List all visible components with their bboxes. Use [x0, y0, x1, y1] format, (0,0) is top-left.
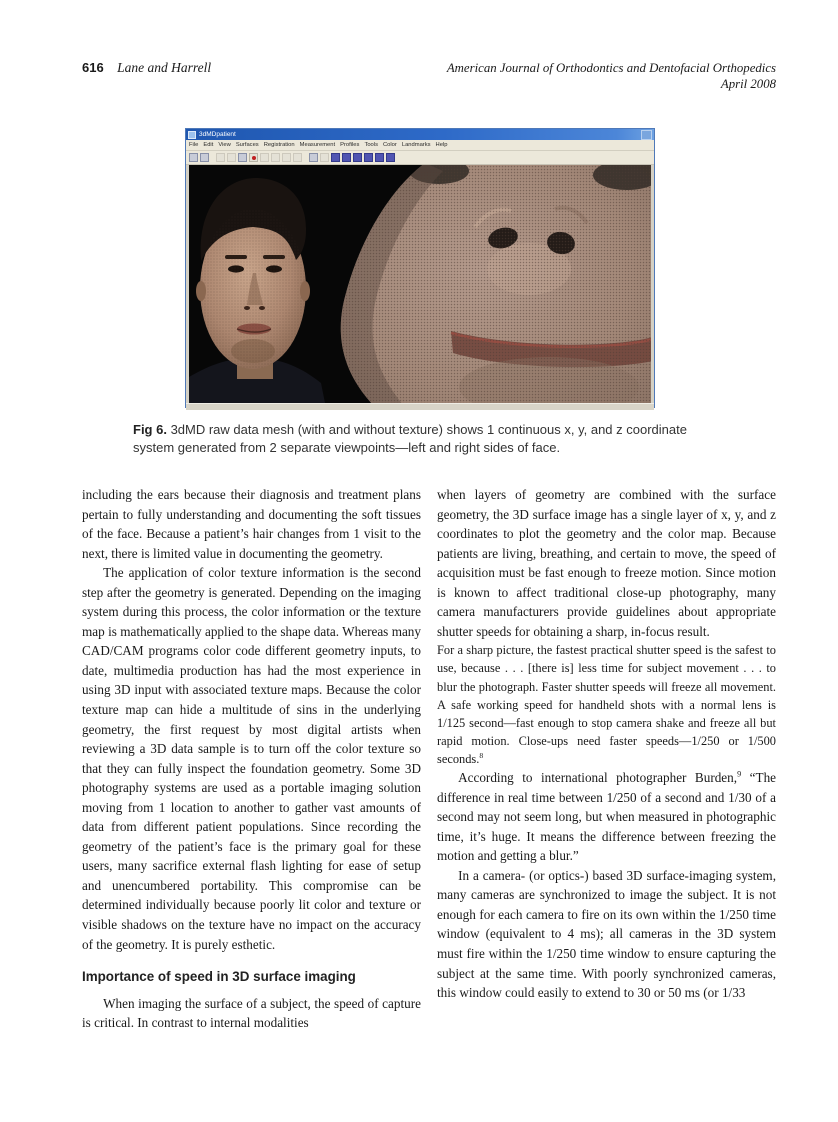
figure-screenshot-window	[185, 128, 655, 408]
view-left-icon	[342, 153, 351, 162]
hand-icon	[238, 153, 247, 162]
reference-superscript: 9	[737, 769, 742, 779]
3d-viewport	[186, 165, 654, 403]
view-top-icon	[364, 153, 373, 162]
quote-text: For a sharp picture, the fastest practical shutter speed is the safest to use, because . . . [there is] less time for subject movement . . . to blur the photograph. Faster shutter speeds will freeze all movement. A safe working speed for handheld shots with a normal lens is 1/125 second—fast enough to stop camera shake and freeze all but rapid motion. Close-ups need faster speeds—1/250 or 1/500 seconds.	[437, 643, 776, 766]
page-number: 616	[82, 60, 104, 75]
section-heading: Importance of speed in 3D surface imaging	[82, 969, 356, 985]
paragraph: including the ears because their diagnosis and treatment plans pertain to fully understanding and documenting the soft tissues of the face. Because a patient’s hair changes from 1 visit to the next, there is limited value in documenting the geometry.	[82, 487, 421, 561]
paragraph: The application of color texture information is the second step after the geometry is generated. Depending on the imaging system during this process, the color information or the texture map is mathematically applied to the shape data. Whereas many CAD/CAM programs color code different geometry inputs, to date, multimedia production has had the most experience in using 3D input with associated texture maps. Because the color texture map can hide a multitude of sins in the underlying geometry, the first request by most digital artists when reviewing a 3D data sample is to turn off the color texture so that they can fully inspect the foundation geometry. Some 3D photography systems are used as a portable imaging solution moving from 1 location to another to gather vast amounts of data from different patient populations. Since recording the geometry of the patient’s face is the primary goal for these users, many sacrifice external flash lighting for ease of setup and unencumbered portability. This compromise can be determined individually because poorly lit color and texture or visible shadows on the texture have no impact on the accuracy of the geometry. It is purely esthetic.	[82, 565, 421, 952]
window-bottom-strip	[186, 403, 654, 410]
menu-surfaces: Surfaces	[235, 141, 259, 148]
save-icon	[200, 153, 209, 162]
menu-tools: Tools	[364, 141, 378, 148]
view-front-icon	[331, 153, 340, 162]
capture-icon	[320, 153, 329, 162]
toolbar	[186, 151, 654, 165]
paragraph: When imaging the surface of a subject, the speed of capture is critical. In contrast to internal modalities	[82, 995, 421, 1031]
reference-superscript: 8	[479, 750, 484, 760]
fit-icon	[282, 153, 291, 162]
left-column	[82, 485, 421, 1033]
face-mesh-render	[189, 165, 651, 403]
open-icon	[189, 153, 198, 162]
menu-view: View	[218, 141, 231, 148]
paragraph	[437, 768, 776, 866]
pan-icon	[227, 153, 236, 162]
paragraph-text: “The difference in real time between 1/250 of a second and 1/30 of a second may not seem long, but when measured in photographic time, it’s huge. It means the difference between freezing the motion and getting a blur.”	[437, 770, 777, 864]
running-head-right	[447, 60, 776, 92]
menu-measurement: Measurement	[299, 141, 336, 148]
issue-date: April 2008	[720, 77, 776, 91]
view-bottom-icon	[375, 153, 384, 162]
running-head-left	[82, 60, 211, 76]
figure-caption-text: 3dMD raw data mesh (with and without texture) shows 1 continuous x, y, and z coordinate system generated from 2 separate viewpoints—left and right sides of face.	[133, 422, 687, 455]
paragraph: In a camera- (or optics-) based 3D surface-imaging system, many cameras are synchronized to image the subject. It is not enough for each camera to fire on its own within the 1/250 time window (equivalent to 4 ms); all cameras in the 3D system must fire within the 1/250 time window to ensure capturing the subject at the same time. With poorly synchronized cameras, this window could easily to extend to 30 or 50 ms (or 1/33	[437, 867, 776, 1001]
menu-bar	[186, 140, 654, 151]
figure-label: Fig 6.	[133, 422, 167, 437]
right-column	[437, 485, 776, 1003]
figure-caption	[133, 421, 727, 456]
menu-help: Help	[435, 141, 448, 148]
menu-file: File	[189, 141, 199, 148]
menu-edit: Edit	[203, 141, 214, 148]
view-right-icon	[353, 153, 362, 162]
zoom-out-icon	[271, 153, 280, 162]
select-icon	[216, 153, 225, 162]
block-quote	[437, 641, 776, 768]
close-icon	[641, 130, 652, 140]
menu-landmarks: Landmarks	[401, 141, 431, 148]
menu-registration: Registration	[263, 141, 295, 148]
menu-color: Color	[382, 141, 397, 148]
menu-profiles: Profiles	[340, 141, 360, 148]
paragraph: when layers of geometry are combined with the surface geometry, the 3D surface image has a single layer of x, y, and z coordinates to plot the geometry and the color map. Because patients are living, breathing, and certain to move, the speed of acquisition must be fast enough to freeze motion. Since motion is known to affect traditional close-up photography, many camera manufacturers provide guidelines about appropriate shutter speeds for obtaining a sharp, in-focus result.	[437, 487, 776, 639]
app-icon	[188, 131, 196, 139]
view-back-icon	[386, 153, 395, 162]
print-icon	[309, 153, 318, 162]
zoom-in-icon	[260, 153, 269, 162]
record-icon	[249, 153, 258, 162]
running-authors: Lane and Harrell	[117, 60, 212, 75]
measure-icon	[293, 153, 302, 162]
paragraph-text: According to international photographer Burden,	[458, 770, 738, 786]
journal-title: American Journal of Orthodontics and Dentofacial Orthopedics	[446, 61, 776, 75]
window-title: 3dMDpatient	[199, 131, 236, 138]
window-titlebar	[186, 129, 654, 140]
